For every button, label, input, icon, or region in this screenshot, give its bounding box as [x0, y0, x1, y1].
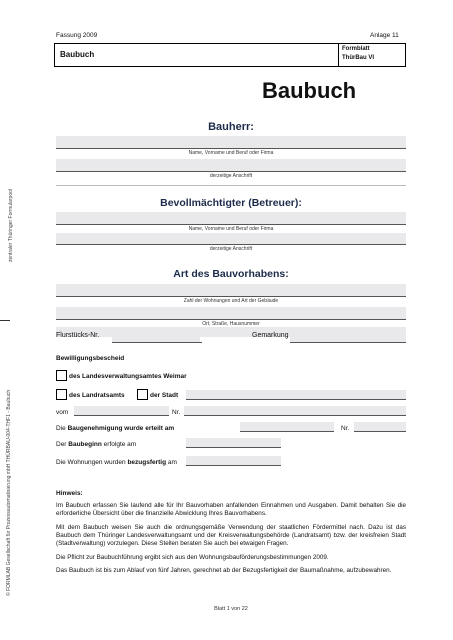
flurstueck-label: Flurstücks-Nr. — [56, 332, 100, 339]
bewilligung-heading: Bewilligungsbescheid — [56, 355, 125, 362]
bezugsfertig-bold: bezugsfertig — [127, 459, 167, 466]
vom-label: vom — [56, 409, 69, 416]
stadt-field[interactable] — [186, 390, 406, 399]
baubeginn-label — [56, 441, 136, 448]
genehmigung-nr-line — [354, 431, 406, 432]
bauherr-name-field[interactable] — [56, 136, 406, 148]
page-title: Baubuch — [262, 78, 357, 103]
hinweis-para4: Das Baubuch ist bis zum Ablauf von fünf Jahren, gerechnet ab der Bezugsfertigkeit der Baumaßnahme, aufzubewahren. — [56, 567, 392, 574]
bezugsfertig-label — [56, 459, 177, 466]
gemarkung-line — [290, 342, 406, 343]
hinweis-para1: Im Baubuch erfassen Sie laufend alle für Ihr Bauvorhaben anfallenden Einnahmen und Ausgaben. Damit behalten Sie die erforderliche Übersicht über die finanzielle Abwicklung Ihres Bauvorhabens. — [56, 502, 406, 518]
bauvorhaben-field1[interactable] — [56, 284, 406, 296]
bauherr-address-field[interactable] — [56, 159, 406, 171]
bauvorhaben-field2[interactable] — [56, 307, 406, 319]
bezugsfertig-prefix: Die Wohnungen wurden — [56, 459, 128, 466]
bevollmaechtigter-name-caption: Name, Vorname und Beruf oder Firma — [188, 226, 274, 232]
bauherr-address-line — [56, 171, 406, 172]
baubeginn-prefix: Der — [56, 441, 69, 448]
stadt-line — [186, 399, 406, 400]
bauherr-extra-line — [56, 185, 406, 186]
anlage-label: Anlage 11 — [370, 32, 399, 39]
genehmigung-date-line — [240, 431, 334, 432]
bauvorhaben-line1 — [56, 296, 406, 297]
option1-label: des Landesverwaltungsamtes Weimar — [69, 373, 187, 380]
header-divider — [338, 43, 339, 67]
genehmigung-prefix: Die — [56, 425, 68, 432]
fassung-label: Fassung 2009 — [56, 32, 98, 39]
option3-label: der Stadt — [150, 392, 179, 399]
bauvorhaben-heading: Art des Bauvorhabens: — [173, 268, 289, 280]
side-text-bottom: © FORMLAB Gesellschaft für Prozessautomatisierung mbH THÜRBAU-004-THF1 - Baubuch — [6, 389, 12, 596]
baubeginn-suffix: erfolgte am — [101, 441, 137, 448]
side-text-top: zentraler Thüringer Formularpool — [8, 189, 14, 262]
bauherr-heading: Bauherr: — [208, 121, 254, 133]
flurstueck-field[interactable] — [112, 333, 200, 342]
baubeginn-bold: Baubeginn — [68, 441, 102, 448]
bevollmaechtigter-name-line — [56, 224, 406, 225]
bescheid-nr-label: Nr. — [172, 409, 181, 416]
bescheid-nr-line — [184, 415, 406, 416]
formblatt-line2: ThürBau VI — [342, 55, 375, 61]
gemarkung-label: Gemarkung — [252, 332, 289, 339]
baubeginn-field[interactable] — [186, 438, 281, 447]
option2-label: des Landratsamts — [69, 392, 125, 399]
bevollmaechtigter-heading: Bevollmächtigter (Betreuer): — [160, 197, 302, 209]
option1-checkbox[interactable] — [56, 370, 67, 381]
option2-checkbox[interactable] — [56, 389, 67, 400]
bezugsfertig-line — [186, 465, 281, 466]
hinweis-para2: Mit dem Baubuch weisen Sie auch die ordnungsgemäße Verwendung der staatlichen Fördermittel nach. Dazu ist das Baubuch dem Thüringer Landesverwaltungsamt und der Kreisverwaltungsbehörde (Landratsamt) bzw. der kreisfreien Stadt (Stadtverwaltung) vorzulegen. Diese Stellen beraten Sie auch bei etwaigen Fragen. — [56, 524, 406, 548]
genehmigung-nr-field[interactable] — [354, 422, 406, 431]
genehmigung-bold: Baugenehmigung wurde erteilt am — [67, 425, 175, 432]
bevollmaechtigter-address-field[interactable] — [56, 233, 406, 244]
fold-mark — [0, 320, 10, 321]
bauvorhaben-caption1: Zahl der Wohnungen und Art der Gebäude — [183, 298, 279, 304]
vom-field[interactable] — [74, 406, 169, 415]
gemarkung-field[interactable] — [290, 333, 406, 342]
bevollmaechtigter-name-field[interactable] — [56, 212, 406, 224]
baubeginn-line — [186, 447, 281, 448]
formblatt-line1: Formblatt — [342, 46, 370, 52]
bauherr-address-caption: derzeitige Anschrift — [209, 173, 253, 179]
bevollmaechtigter-address-caption: derzeitige Anschrift — [209, 246, 253, 252]
bevollmaechtigter-address-line — [56, 244, 406, 245]
option3-checkbox[interactable] — [137, 389, 148, 400]
bescheid-nr-field[interactable] — [184, 406, 406, 415]
genehmigung-label — [56, 425, 174, 432]
hinweis-para3: Die Pflicht zur Baubuchführung ergibt sich aus den Wohnungsbauförderungsbestimmungen 2009. — [56, 554, 329, 561]
bauvorhaben-caption2: Ort, Straße, Hausnummer — [202, 321, 260, 327]
genehmigung-nr-label: Nr. — [341, 425, 350, 432]
bauherr-name-line — [56, 148, 406, 149]
bezugsfertig-field[interactable] — [186, 456, 281, 465]
hinweis-heading: Hinweis: — [56, 490, 83, 497]
vom-line — [74, 415, 169, 416]
bezugsfertig-suffix: am — [166, 459, 177, 466]
bauherr-name-caption: Name, Vorname und Beruf oder Firma — [188, 150, 274, 156]
flurstueck-line — [112, 342, 202, 343]
bauvorhaben-line2 — [56, 319, 406, 320]
header-box-title: Baubuch — [60, 50, 95, 59]
page-number: Blatt 1 von 22 — [214, 606, 248, 612]
genehmigung-date-field[interactable] — [240, 422, 334, 431]
